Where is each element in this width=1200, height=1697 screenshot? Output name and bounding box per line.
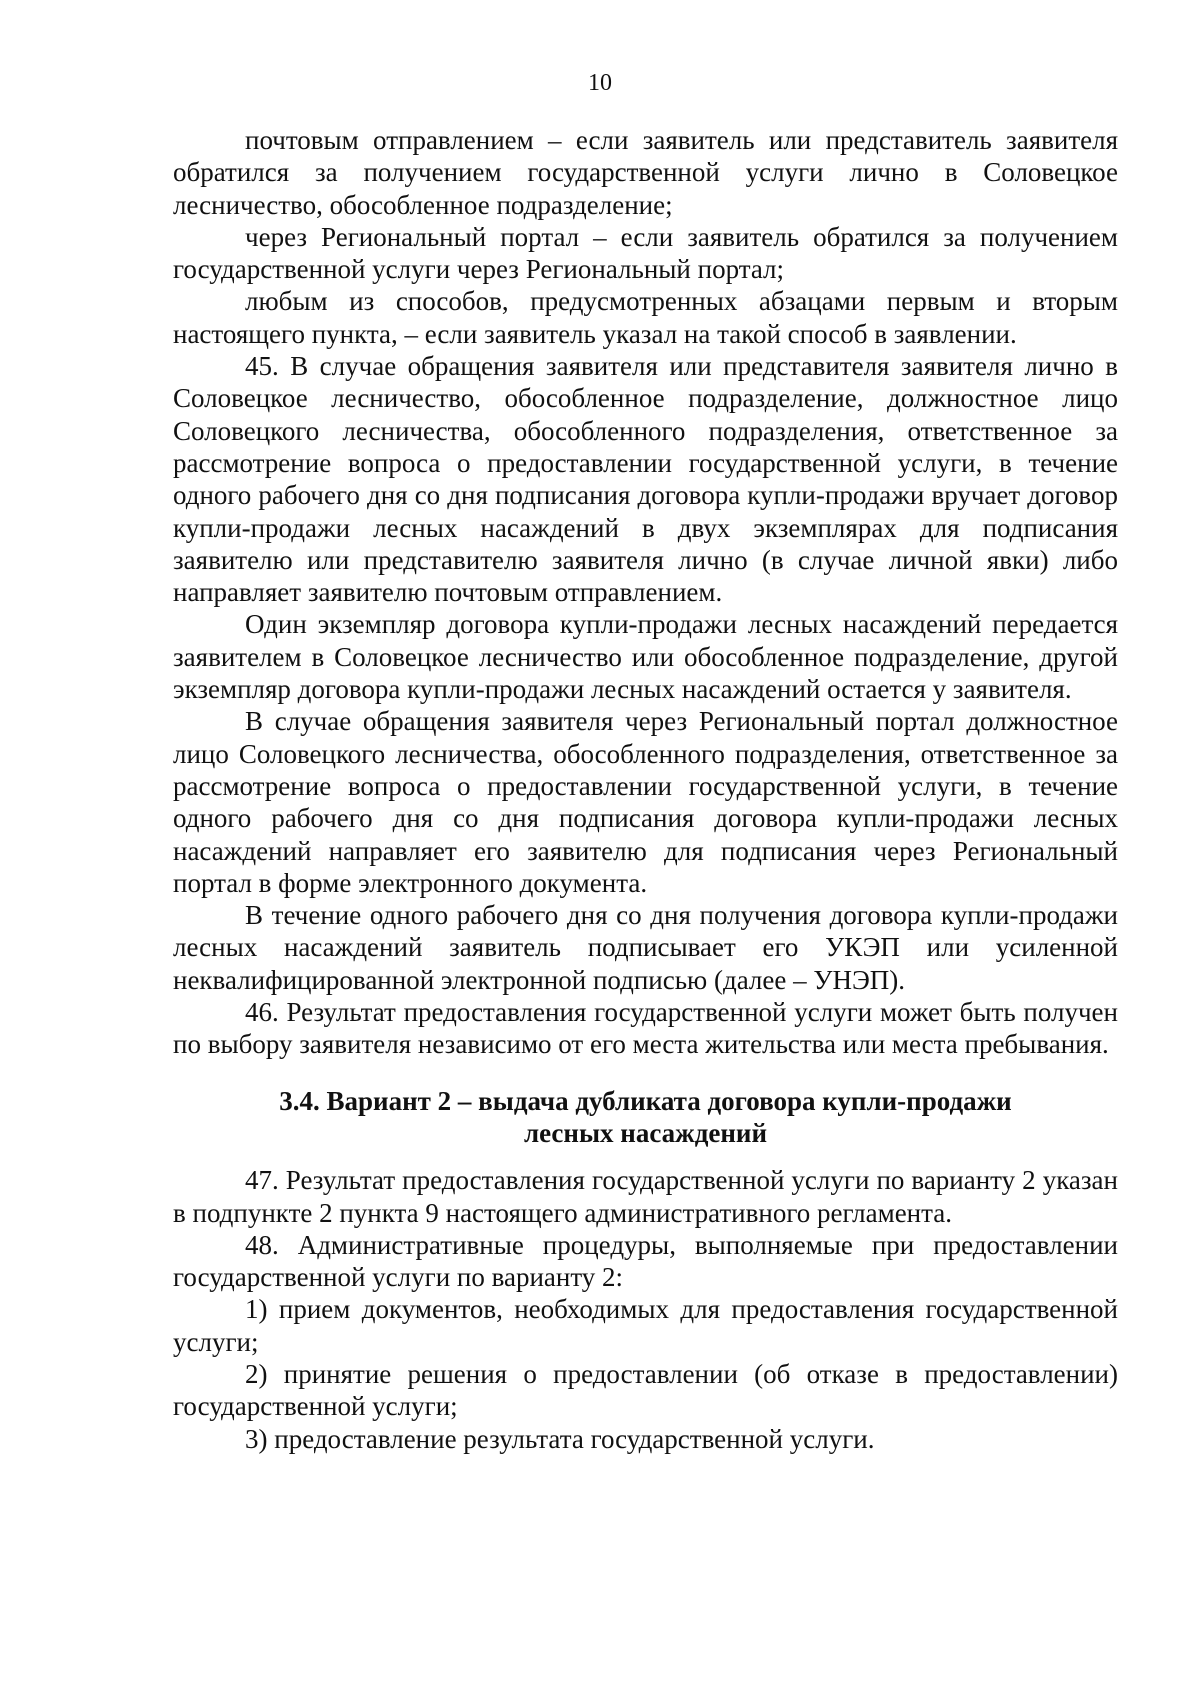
document-body xyxy=(173,124,1118,1455)
paragraph-46: 46. Результат предоставления государственной услуги может быть получен по выбору заявителя независимо от его места жительства или места пребывания. xyxy=(173,997,1118,1060)
list-item-2: 2) принятие решения о предоставлении (об отказе в предоставлении) государственной услуги; xyxy=(173,1358,1118,1422)
section-heading xyxy=(173,1085,1118,1150)
paragraph-delivery-any: любым из способов, предусмотренных абзацами первым и вторым настоящего пункта, – если заявитель указал на такой способ в заявлении. xyxy=(173,286,1118,349)
list-item-3: 3) предоставление результата государственной услуги. xyxy=(245,1423,875,1454)
list-item-1: 1) прием документов, необходимых для предоставления государственной услуги; xyxy=(173,1294,1118,1357)
paragraph-signing: В течение одного рабочего дня со дня получения договора купли-продажи лесных насаждений заявитель подписывает его УКЭП или усиленной неквалифицированной электронной подписью (далее – УНЭП). xyxy=(173,900,1118,995)
page-number: 10 xyxy=(588,70,612,96)
paragraph-48: 48. Административные процедуры, выполняемые при предоставлении государственной услуги по варианту 2: xyxy=(173,1229,1118,1293)
paragraph-45: 45. В случае обращения заявителя или представителя заявителя лично в Соловецкое лесничество, обособленное подразделение, должностное лицо Соловецкого лесничества, обособленного подразделения, ответственное за рассмотрение вопроса о предоставлении государственной услуги, в течение одного рабочего дня со дня подписания договора купли-продажи вручает договор купли-продажи лесных насаждений в двух экземплярах для подписания заявителю или представителю заявителя лично (в случае личной явки) либо направляет заявителю почтовым отправлением. xyxy=(173,351,1118,608)
section-heading-line-1: 3.4. Вариант 2 – выдача дубликата договора купли-продажи xyxy=(279,1085,1012,1116)
paragraph-portal-case: В случае обращения заявителя через Региональный портал должностное лицо Соловецкого лесничества, обособленного подразделения, ответственное за рассмотрение вопроса о предоставлении государственной услуги, в течение одного рабочего дня со дня подписания договора купли-продажи лесных насаждений направляет его заявителю для подписания через Региональный портал в форме электронного документа. xyxy=(173,706,1118,898)
paragraph-delivery-mail: почтовым отправлением – если заявитель или представитель заявителя обратился за получением государственной услуги лично в Соловецкое лесничество, обособленное подразделение; xyxy=(173,125,1118,220)
paragraph-copy-exchange: Один экземпляр договора купли-продажи лесных насаждений передается заявителем в Соловецкое лесничество или обособленное подразделение, другой экземпляр договора купли-продажи лесных насаждений остается у заявителя. xyxy=(173,609,1118,705)
section-heading-line-2: лесных насаждений xyxy=(523,1117,768,1148)
paragraph-delivery-portal: через Региональный портал – если заявитель обратился за получением государственной услуги через Региональный портал; xyxy=(173,221,1118,285)
paragraph-47: 47. Результат предоставления государственной услуги по варианту 2 указан в подпункте 2 пункта 9 настоящего административного регламента. xyxy=(173,1165,1118,1228)
